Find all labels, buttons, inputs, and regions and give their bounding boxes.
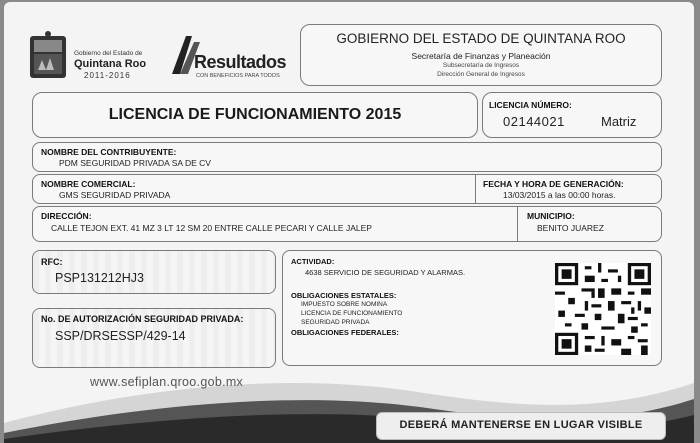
resultados-title: Resultados bbox=[194, 52, 287, 72]
autorizacion-label: No. DE AUTORIZACIÓN SEGURIDAD PRIVADA: bbox=[41, 314, 244, 324]
municipio-value: BENITO JUAREZ bbox=[537, 223, 604, 233]
header-box bbox=[300, 24, 662, 86]
resultados-logo bbox=[166, 32, 296, 84]
autorizacion-value: SSP/DRSESSP/429-14 bbox=[55, 329, 186, 343]
direccion-value: CALLE TEJON EXT. 41 MZ 3 LT 12 SM 20 ENTRE CALLE PECARI Y CALLE JALEP bbox=[51, 223, 372, 233]
actividad-value: 4638 SERVICIO DE SEGURIDAD Y ALARMAS. bbox=[305, 268, 466, 277]
comercial-box bbox=[32, 174, 662, 204]
municipio-divider bbox=[517, 207, 518, 241]
estatales-item: LICENCIA DE FUNCIONAMIENTO bbox=[301, 310, 403, 317]
state-seal-icon bbox=[28, 30, 68, 80]
government-logo bbox=[28, 30, 158, 86]
direccion-box bbox=[32, 206, 662, 242]
actividad-box bbox=[282, 250, 662, 366]
license-number-type: Matriz bbox=[601, 114, 637, 129]
resultados-subtitle: CON BENEFICIOS PARA TODOS bbox=[196, 73, 280, 79]
license-title-box bbox=[32, 92, 478, 138]
header-title: GOBIERNO DEL ESTADO DE QUINTANA ROO bbox=[336, 31, 626, 46]
qr-code-icon bbox=[555, 263, 651, 355]
contribuyente-value: PDM SEGURIDAD PRIVADA SA DE CV bbox=[59, 158, 211, 168]
qr-code bbox=[555, 263, 651, 355]
gov-logo-years: 2011-2016 bbox=[84, 71, 131, 80]
contribuyente-label: NOMBRE DEL CONTRIBUYENTE: bbox=[41, 147, 177, 157]
comercial-label: NOMBRE COMERCIAL: bbox=[41, 179, 136, 189]
gov-logo-line2: Quintana Roo bbox=[74, 58, 147, 70]
license-number-value: 02144021 bbox=[503, 114, 565, 129]
estatales-item: IMPUESTO SOBRE NOMINA bbox=[301, 301, 388, 308]
federales-label: OBLIGACIONES FEDERALES: bbox=[291, 328, 399, 337]
license-document bbox=[4, 2, 694, 443]
gov-logo-line1: Gobierno del Estado de bbox=[74, 50, 143, 57]
rfc-label: RFC: bbox=[41, 257, 63, 267]
direccion-label: DIRECCIÓN: bbox=[41, 211, 92, 221]
fecha-value: 13/03/2015 a las 00:00 horas. bbox=[503, 190, 616, 200]
website-text: www.sefiplan.qroo.gob.mx bbox=[90, 375, 244, 389]
comercial-value: GMS SEGURIDAD PRIVADA bbox=[59, 190, 171, 200]
fecha-label: FECHA Y HORA DE GENERACIÓN: bbox=[483, 179, 624, 189]
notice-box bbox=[376, 412, 666, 440]
rfc-value: PSP131212HJ3 bbox=[55, 271, 144, 285]
license-number-box bbox=[482, 92, 662, 138]
header-line2: Subsecretaría de Ingresos bbox=[442, 62, 520, 69]
header-line3: Dirección General de Ingresos bbox=[437, 71, 525, 78]
municipio-label: MUNICIPIO: bbox=[527, 211, 575, 221]
license-number-label: LICENCIA NÚMERO: bbox=[489, 100, 572, 110]
estatales-label: OBLIGACIONES ESTATALES: bbox=[291, 291, 397, 300]
header-line1: Secretaría de Finanzas y Planeación bbox=[411, 51, 551, 61]
fecha-divider bbox=[475, 175, 476, 203]
estatales-item: SEGURIDAD PRIVADA bbox=[301, 319, 370, 326]
contribuyente-box bbox=[32, 142, 662, 172]
rfc-box bbox=[32, 250, 276, 294]
license-title: LICENCIA DE FUNCIONAMIENTO 2015 bbox=[108, 106, 402, 123]
actividad-label: ACTIVIDAD: bbox=[291, 257, 335, 266]
notice-text: DEBERÁ MANTENERSE EN LUGAR VISIBLE bbox=[399, 419, 643, 431]
